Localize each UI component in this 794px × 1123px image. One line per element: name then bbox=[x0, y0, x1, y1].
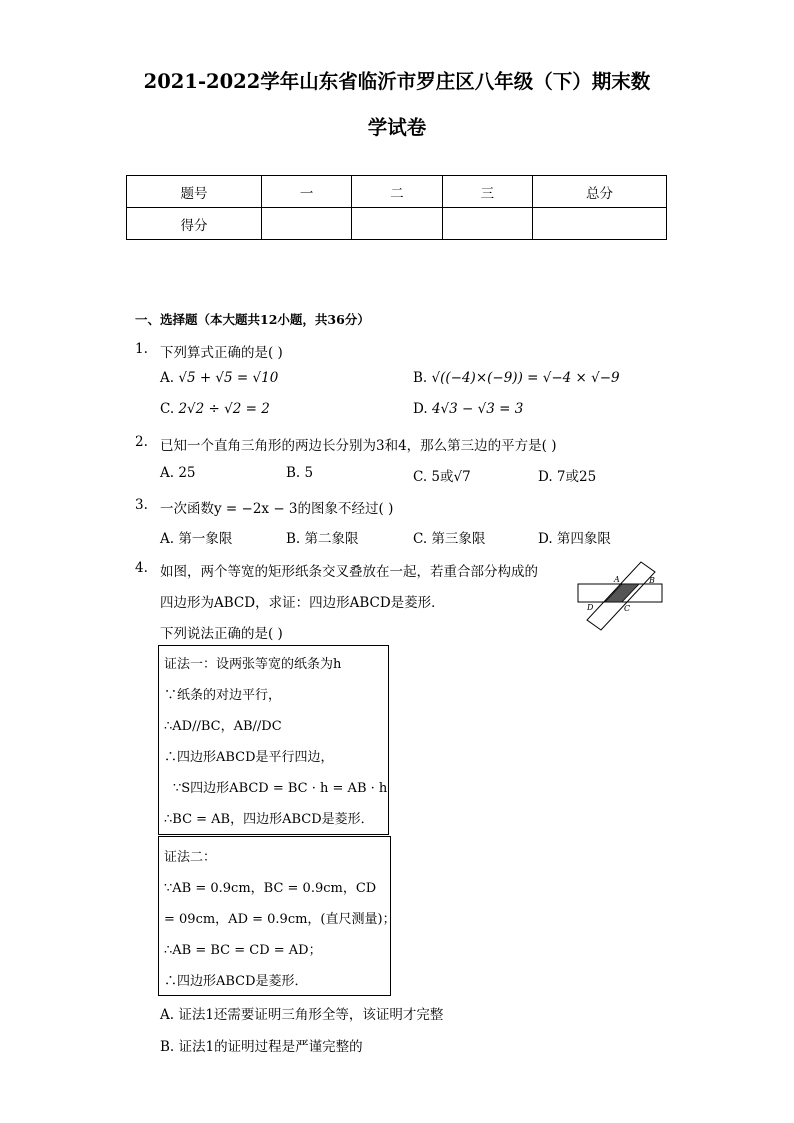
score-header-cell: 二 bbox=[352, 176, 442, 208]
score-value-cell bbox=[533, 208, 667, 240]
question-number: 4. bbox=[135, 560, 148, 576]
overlap-rhombus bbox=[605, 584, 639, 602]
question-stem-line1: 如图，两个等宽的矩形纸条交叉叠放在一起，若重合部分构成的 bbox=[160, 564, 538, 580]
question-stem: 下列算式正确的是( ) bbox=[160, 345, 283, 361]
option-a[interactable]: A. 25 bbox=[160, 465, 196, 481]
exam-title-line1: 2021-2022学年山东省临沂市罗庄区八年级（下）期末数 bbox=[143, 70, 651, 93]
score-value-cell bbox=[442, 208, 532, 240]
score-table-header-row bbox=[127, 176, 667, 208]
question-number: 1. bbox=[135, 341, 148, 357]
question-number: 3. bbox=[135, 497, 148, 513]
score-table bbox=[126, 175, 667, 240]
figure-label-a: A bbox=[614, 575, 620, 584]
crossed-strips-figure bbox=[575, 560, 665, 632]
option-b[interactable]: B. 证法1的证明过程是严谨完整的 bbox=[160, 1039, 363, 1055]
proof-two-line: ∴AB = BC = CD = AD； bbox=[164, 943, 322, 958]
proof-one-line: ∵S四边形ABCD = BC · h = AB · h bbox=[173, 781, 388, 796]
option-c-text: 2√2 ÷ √2 = 2 bbox=[178, 401, 270, 417]
proof-one-line: 证法一：设两张等宽的纸条为h bbox=[164, 657, 342, 672]
figure-label-b: B bbox=[649, 576, 655, 585]
option-d[interactable]: D. 7或25 bbox=[538, 469, 597, 485]
option-d[interactable] bbox=[413, 401, 523, 417]
option-a[interactable] bbox=[160, 370, 278, 386]
proof-two-line: 证法二： bbox=[164, 850, 217, 865]
proof-two-line: ∴四边形ABCD是菱形． bbox=[164, 974, 308, 989]
option-b-text: √((−4)×(−9)) = √−4 × √−9 bbox=[431, 370, 620, 386]
score-row-label: 得分 bbox=[127, 208, 262, 240]
proof-one-line: ∴BC = AB，四边形ABCD是菱形． bbox=[164, 812, 374, 827]
option-a-label: A. bbox=[160, 370, 175, 386]
option-b[interactable]: B. 5 bbox=[286, 465, 314, 481]
exam-title-line2: 学试卷 bbox=[367, 116, 427, 139]
option-c-label: C. bbox=[160, 401, 175, 417]
option-d-label: D. bbox=[413, 401, 428, 417]
score-header-cell: 三 bbox=[442, 176, 532, 208]
section-heading: 一、选择题（本大题共12小题，共36分） bbox=[135, 312, 370, 327]
option-b[interactable] bbox=[413, 370, 620, 386]
score-value-cell bbox=[352, 208, 442, 240]
option-c[interactable] bbox=[160, 401, 270, 417]
option-d-text: 4√3 − √3 = 3 bbox=[431, 401, 524, 417]
option-b[interactable]: B. 第二象限 bbox=[286, 531, 359, 547]
question-stem: 一次函数y = −2x − 3的图象不经过( ) bbox=[160, 501, 394, 517]
question-stem-line3: 下列说法正确的是( ) bbox=[160, 626, 283, 642]
proof-two-line: = 09cm，AD = 0.9cm，(直尺测量)； bbox=[164, 912, 396, 927]
proof-one-box bbox=[158, 645, 389, 835]
score-header-cell: 总分 bbox=[533, 176, 667, 208]
option-c[interactable]: C. 第三象限 bbox=[413, 531, 486, 547]
proof-one-line: ∴AD//BC，AB//DC bbox=[164, 719, 282, 734]
score-header-cell: 一 bbox=[261, 176, 351, 208]
proof-two-box bbox=[158, 836, 396, 996]
score-value-cell bbox=[261, 208, 351, 240]
question-stem: 已知一个直角三角形的两边长分别为3和4，那么第三边的平方是( ) bbox=[160, 438, 557, 454]
proof-two-line: ∵AB = 0.9cm，BC = 0.9cm，CD bbox=[164, 881, 377, 896]
option-d[interactable]: D. 第四象限 bbox=[538, 531, 611, 547]
option-b-label: B. bbox=[413, 370, 428, 386]
proof-one-line: ∴四边形ABCD是平行四边， bbox=[164, 750, 334, 765]
figure-label-d: D bbox=[587, 603, 594, 612]
option-a-text: √5 + √5 = √10 bbox=[178, 370, 279, 386]
question-stem-line2: 四边形为ABCD，求证：四边形ABCD是菱形． bbox=[160, 595, 445, 611]
option-a[interactable]: A. 第一象限 bbox=[160, 531, 233, 547]
figure-label-c: C bbox=[624, 604, 631, 613]
proof-one-line: ∵纸条的对边平行， bbox=[164, 688, 282, 703]
option-a[interactable]: A. 证法1还需要证明三角形全等，该证明才完整 bbox=[160, 1007, 444, 1023]
score-table-value-row bbox=[127, 208, 667, 240]
question-number: 2. bbox=[135, 434, 148, 450]
option-c[interactable]: C. 5或√7 bbox=[413, 469, 471, 485]
score-header-cell: 题号 bbox=[127, 176, 262, 208]
